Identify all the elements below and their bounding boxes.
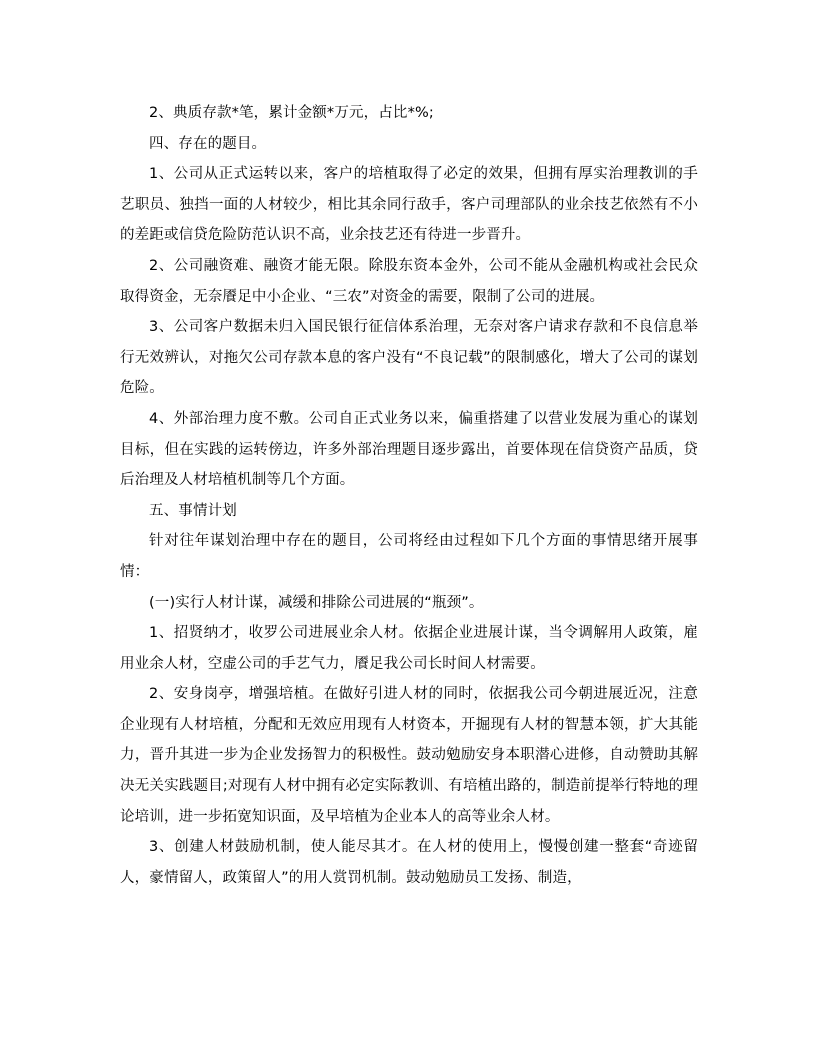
heading-existing-problems: 四、存在的题目。 [149,135,267,152]
heading-work-plan: 五、事情计划 [149,502,237,519]
paragraph-problem-1: 1、公司从正式运转以来，客户的培植取得了必定的效果，但拥有厚实治理教训的手艺职员、独挡一面的人材较少，相比其余同行敌手，客户司理部队的业余技艺依然有不小的差距或信贷危险防范认识不高，业余技艺还有待进一步晋升。 [120,166,698,244]
paragraph-problem-2: 2、公司融资难、融资才能无限。除股东资本金外，公司不能从金融机构或社会民众取得资金，无奈餍足中小企业、“三农”对资金的需要，限制了公司的进展。 [120,257,698,305]
paragraph-problem-3: 3、公司客户数据未归入国民银行征信体系治理，无奈对客户请求存款和不良信息举行无效辨认，对拖欠公司存款本息的客户没有“不良记载”的限制感化，增大了公司的谋划危险。 [120,319,698,397]
paragraph-plan-1: 1、招贤纳才，收罗公司进展业余人材。依据企业进展计谋，当令调解用人政策，雇用业余人材，空虚公司的手艺气力，餍足我公司长时间人材需要。 [120,625,698,672]
subheading-talent-strategy: (一)实行人材计谋，减缓和排除公司进展的“瓶颈”。 [149,594,484,611]
paragraph-plan-intro: 针对往年谋划治理中存在的题目，公司将经由过程如下几个方面的事情思绪开展事情： [120,533,698,580]
paragraph-plan-3: 3、创建人材鼓励机制，使人能尽其才。在人材的使用上，慢慢创建一整套“奇迹留人，豪情留人，政策留人”的用人赏罚机制。鼓动勉励员工发扬、制造， [120,839,698,886]
document-body [120,98,698,893]
paragraph-problem-4: 4、外部治理力度不敷。公司自正式业务以来，偏重搭建了以营业发展为重心的谋划目标，但在实践的运转傍边，许多外部治理题目逐步露出，首要体现在信贷资产品质，贷后治理及人材培植机制等几个方面。 [120,410,698,489]
paragraph-plan-2: 2、安身岗亭，增强培植。在做好引进人材的同时，依据我公司今朝进展近况，注意企业现有人材培植，分配和无效应用现有人材资本，开掘现有人材的智慧本领，扩大其能力，晋升其进一步为企业发扬智力的积极性。鼓动勉励安身本职潜心进修，自动赞助其解决无关实践题目;对现有人材中拥有必定实际教训、有培植出路的，制造前提举行特地的理论培训，进一步拓宽知识面，及早培植为企业本人的高等业余人材。 [120,686,698,825]
paragraph-pawn-deposit: 2、典质存款*笔，累计金额*万元，占比*%; [149,105,434,121]
